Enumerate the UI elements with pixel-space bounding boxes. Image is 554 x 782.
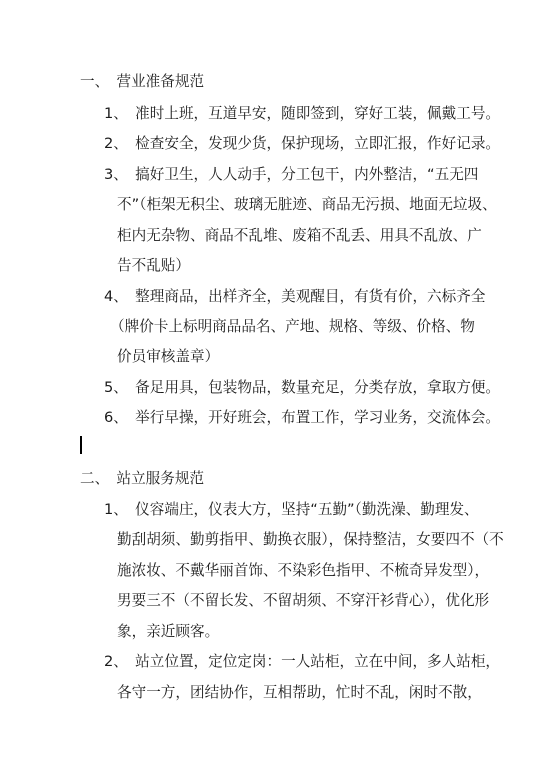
list-item-line: 各守一方，团结协作，互相帮助，忙时不乱，闲时不散， [117,684,482,701]
list-item-line: 柜内无杂物、商品不乱堆、废箱不乱丢、用具不乱放、广 [117,227,482,244]
section-heading: 二、 站立服务规范 [80,470,205,487]
list-item-line: 1、 仪容端庄，仪表大方，坚持“五勤”（勤洗澡、勤理发、 [104,501,479,518]
list-item-line: 6、 举行早操，开好班会，布置工作，学习业务，交流体会。 [104,409,501,426]
list-item-line: 告不乱贴） [117,257,190,274]
list-item-line: 4、 整理商品，出样齐全，美观醒目，有货有价，六标齐全 [104,288,486,305]
list-item-line: 2、 站立位置，定位定岗：一人站柜，立在中间，多人站柜， [104,653,501,670]
list-item-line: 5、 备足用具，包装物品，数量充足，分类存放，拿取方便。 [104,379,501,396]
list-item-line: 1、 准时上班，互道早安，随即签到，穿好工装，佩戴工号。 [104,105,501,122]
text-cursor [80,436,82,454]
list-item-line: 男要三不（不留长发、不留胡须、不穿汗衫背心），优化形 [117,592,490,609]
list-item-line: 不”（柜架无积尘、玻璃无脏迹、商品无污损、地面无垃圾、 [117,196,497,213]
section-heading: 一、 营业准备规范 [80,73,205,90]
list-item-line: 勤刮胡须、勤剪指甲、勤换衣服），保持整洁，女要四不（不 [117,531,504,548]
list-item-line: 2、 检查安全，发现少货，保护现场，立即汇报，作好记录。 [104,135,501,152]
list-item-line: 施浓妆、不戴华丽首饰、不染彩色指甲、不梳奇异发型）， [117,562,490,579]
list-item-line: 价员审核盖章） [117,348,220,365]
list-item-line: 象，亲近顾客。 [117,623,220,640]
list-item-line: （牌价卡上标明商品品名、产地、规格、等级、价格、物 [110,318,475,335]
list-item-line: 3、 搞好卫生，人人动手，分工包干，内外整洁，“五无四 [104,166,479,183]
